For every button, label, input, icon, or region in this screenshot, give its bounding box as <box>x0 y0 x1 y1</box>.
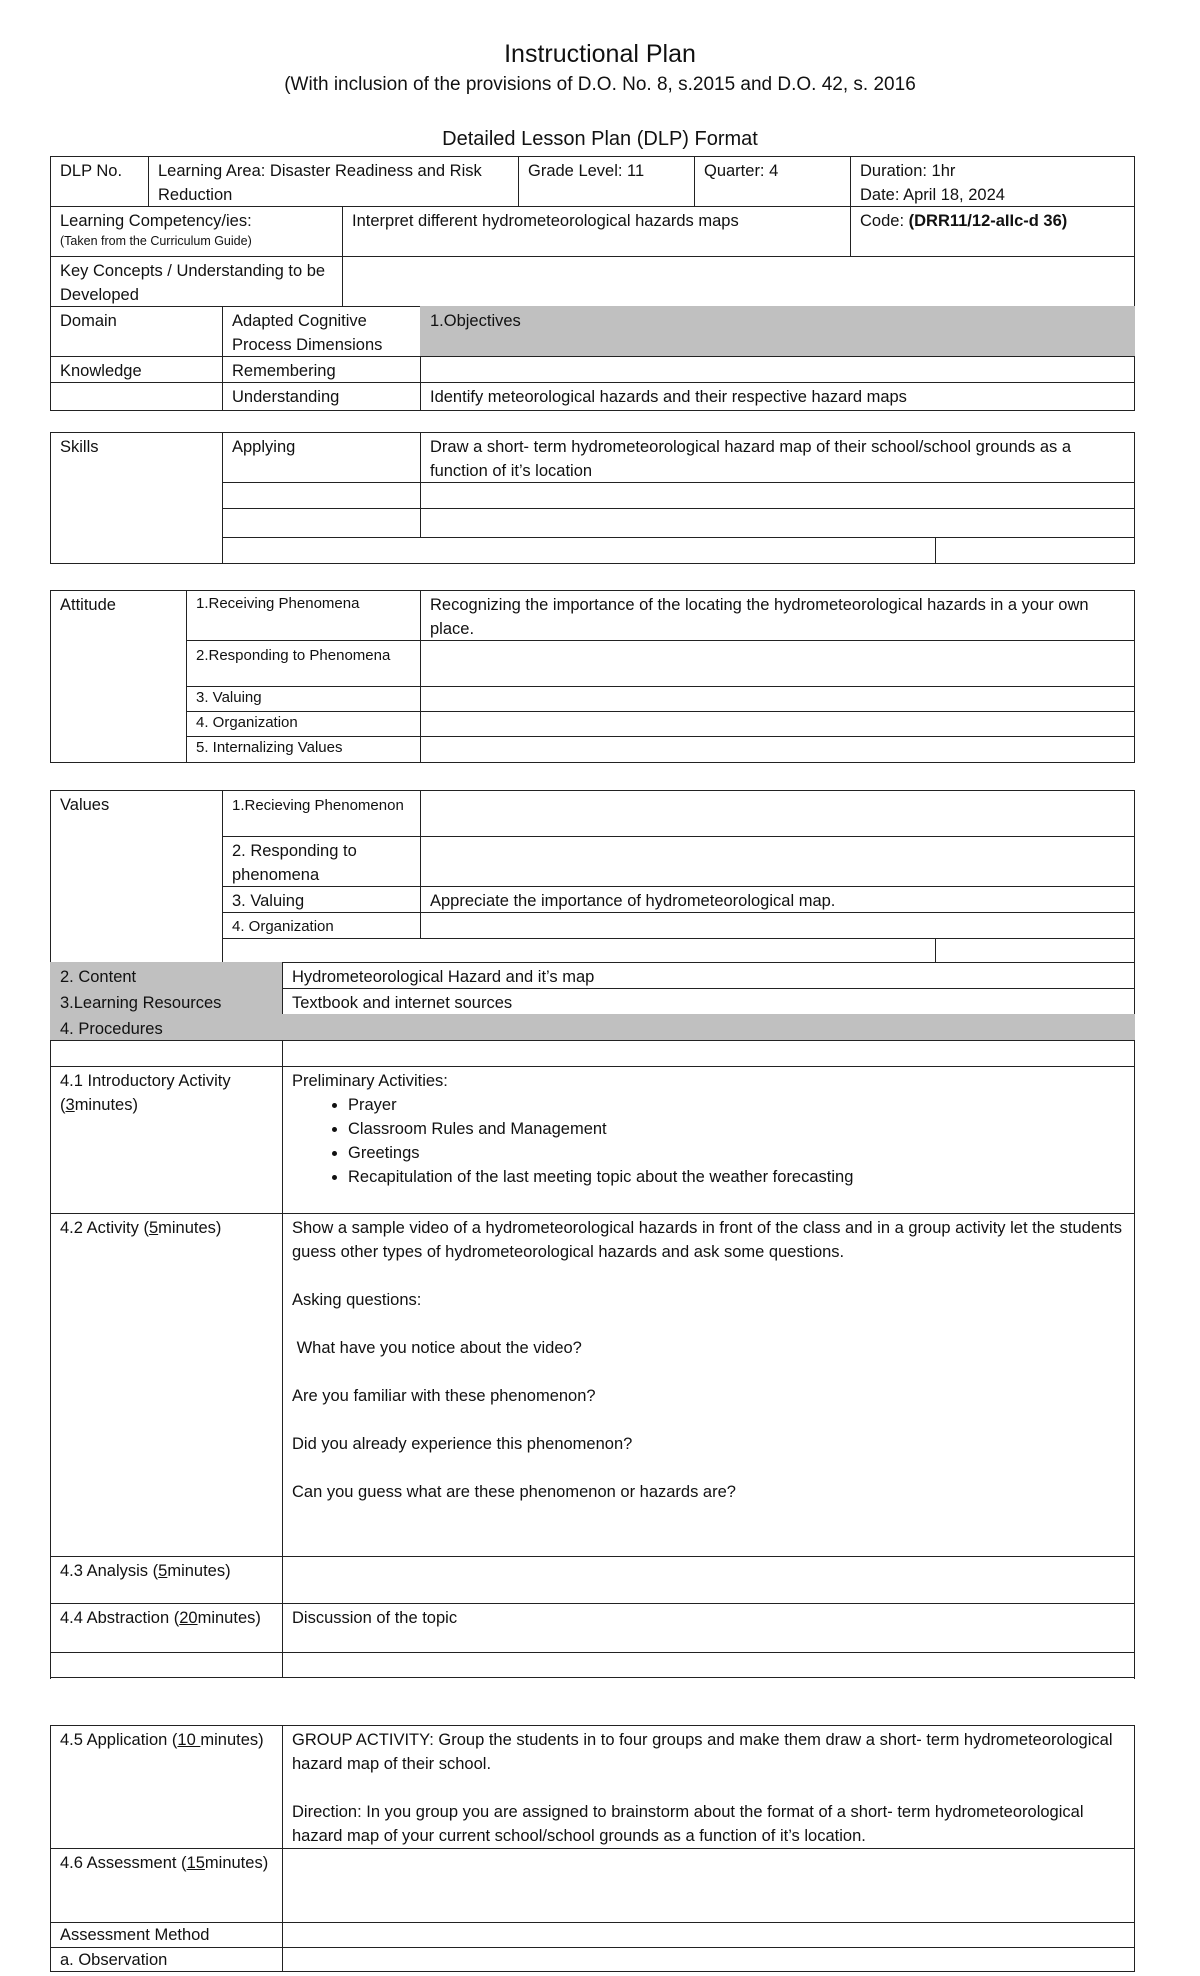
activity-label: 4.2 Activity (5minutes) <box>60 1219 222 1237</box>
attitude-level-4: 4. Organization <box>196 714 298 731</box>
date: Date: April 18, 2024 <box>860 186 1005 204</box>
intro-label: 4.1 Introductory Activity (3minutes) <box>60 1072 231 1114</box>
question-1: What have you notice about the video? <box>292 1339 582 1357</box>
remembering-label: Remembering <box>232 362 336 380</box>
competency-note: (Taken from the Curriculum Guide) <box>60 234 252 248</box>
attitude-label: Attitude <box>60 596 116 614</box>
analysis-label: 4.3 Analysis (5minutes) <box>60 1562 231 1580</box>
competency-label: Learning Competency/ies: <box>60 212 252 230</box>
code-label: Code: <box>860 212 909 230</box>
content-label: 2. Content <box>50 962 282 988</box>
activity-content <box>282 1213 1135 1528</box>
intro-content <box>282 1066 1135 1189</box>
duration: Duration: 1hr <box>860 162 956 180</box>
attitude-level-1: 1.Receiving Phenomena <box>196 595 360 612</box>
preliminary-list <box>292 1093 1127 1189</box>
procedures-label: 4. Procedures <box>50 1014 1135 1040</box>
assessment-method-label: Assessment Method <box>60 1926 210 1944</box>
objectives-header: 1.Objectives <box>420 306 1135 356</box>
observation-label: a. Observation <box>60 1951 168 1969</box>
knowledge-label: Knowledge <box>60 362 142 380</box>
format-title: Detailed Lesson Plan (DLP) Format <box>442 128 758 150</box>
list-item: • Prayer <box>348 1093 1127 1117</box>
question-3: Did you already experience this phenomenon? <box>292 1435 633 1453</box>
question-2: Are you familiar with these phenomenon? <box>292 1387 596 1405</box>
code-cell <box>850 206 1135 233</box>
application-label: 4.5 Application (10 minutes) <box>60 1731 264 1749</box>
activity-text: Show a sample video of a hydrometeorological hazards in front of the class and in a group activity let the students guess other types of hydrometeorological hazards and ask some questions. <box>292 1219 1123 1261</box>
skills-label: Skills <box>60 438 99 456</box>
list-item: • Greetings <box>348 1141 1127 1165</box>
group-activity-text: GROUP ACTIVITY: Group the students in to four groups and make them draw a short- term hydrometeorological hazard map of their school. <box>292 1731 1113 1773</box>
resources-label: 3.Learning Resources <box>50 988 282 1014</box>
assessment-label: 4.6 Assessment (15minutes) <box>60 1854 269 1872</box>
page-subtitle: (With inclusion of the provisions of D.O. No. 8, s.2015 and D.O. 42, s. 2016 <box>284 74 916 95</box>
attitude-receiving-value: Recognizing the importance of the locating the hydrometeorological hazards in a your own place. <box>430 596 1089 638</box>
competency-value: Interpret different hydrometeorological hazards maps <box>352 212 739 230</box>
resources-value: Textbook and internet sources <box>292 994 513 1012</box>
attitude-level-3: 3. Valuing <box>196 689 262 706</box>
application-content <box>282 1725 1135 1848</box>
direction-text: Direction: In you group you are assigned to brainstorm about the format of a short- term hydrometeorological hazard map of your current school/school grounds as a function of it’s location. <box>292 1803 1084 1845</box>
page-title: Instructional Plan <box>504 40 696 68</box>
grade-level: Grade Level: 11 <box>528 162 645 180</box>
understanding-label: Understanding <box>232 388 340 406</box>
applying-label: Applying <box>232 438 296 456</box>
list-item: • Classroom Rules and Management <box>348 1117 1127 1141</box>
values-label: Values <box>60 796 110 814</box>
dlp-no-label: DLP No. <box>60 162 123 180</box>
list-item: • Recapitulation of the last meeting topic about the weather forecasting <box>348 1165 1127 1189</box>
applying-value: Draw a short- term hydrometeorological hazard map of their school/school grounds as a function of it’s location <box>430 438 1072 480</box>
asking-questions: Asking questions: <box>292 1291 422 1309</box>
abstraction-text: Discussion of the topic <box>292 1609 458 1627</box>
values-valuing-value: Appreciate the importance of hydrometeorological map. <box>430 892 836 910</box>
understanding-value: Identify meteorological hazards and their respective hazard maps <box>430 388 907 406</box>
values-level-2: 2. Responding to phenomena <box>232 842 357 884</box>
competency-label-cell <box>50 206 342 249</box>
key-concepts-value <box>342 256 1135 259</box>
preliminary-heading: Preliminary Activities: <box>292 1072 448 1090</box>
values-level-4: 4. Organization <box>232 918 334 935</box>
values-level-1: 1.Recieving Phenomenon <box>232 797 404 814</box>
abstraction-label: 4.4 Abstraction (20minutes) <box>60 1609 261 1627</box>
question-4: Can you guess what are these phenomenon or hazards are? <box>292 1483 736 1501</box>
duration-date <box>850 156 1135 207</box>
content-value: Hydrometeorological Hazard and it’s map <box>292 968 595 986</box>
quarter: Quarter: 4 <box>704 162 779 180</box>
attitude-level-5: 5. Internalizing Values <box>196 739 343 756</box>
dimension-header: Adapted Cognitive Process Dimensions <box>232 312 383 354</box>
attitude-level-2: 2.Responding to Phenomena <box>196 647 391 664</box>
domain-header: Domain <box>60 312 117 330</box>
learning-area: Learning Area: Disaster Readiness and Risk Reduction <box>158 162 482 204</box>
code-value: (DRR11/12-aIIc-d 36) <box>908 212 1068 230</box>
key-concepts-label: Key Concepts / Understanding to be Developed <box>60 262 326 304</box>
values-level-3: 3. Valuing <box>232 892 305 910</box>
